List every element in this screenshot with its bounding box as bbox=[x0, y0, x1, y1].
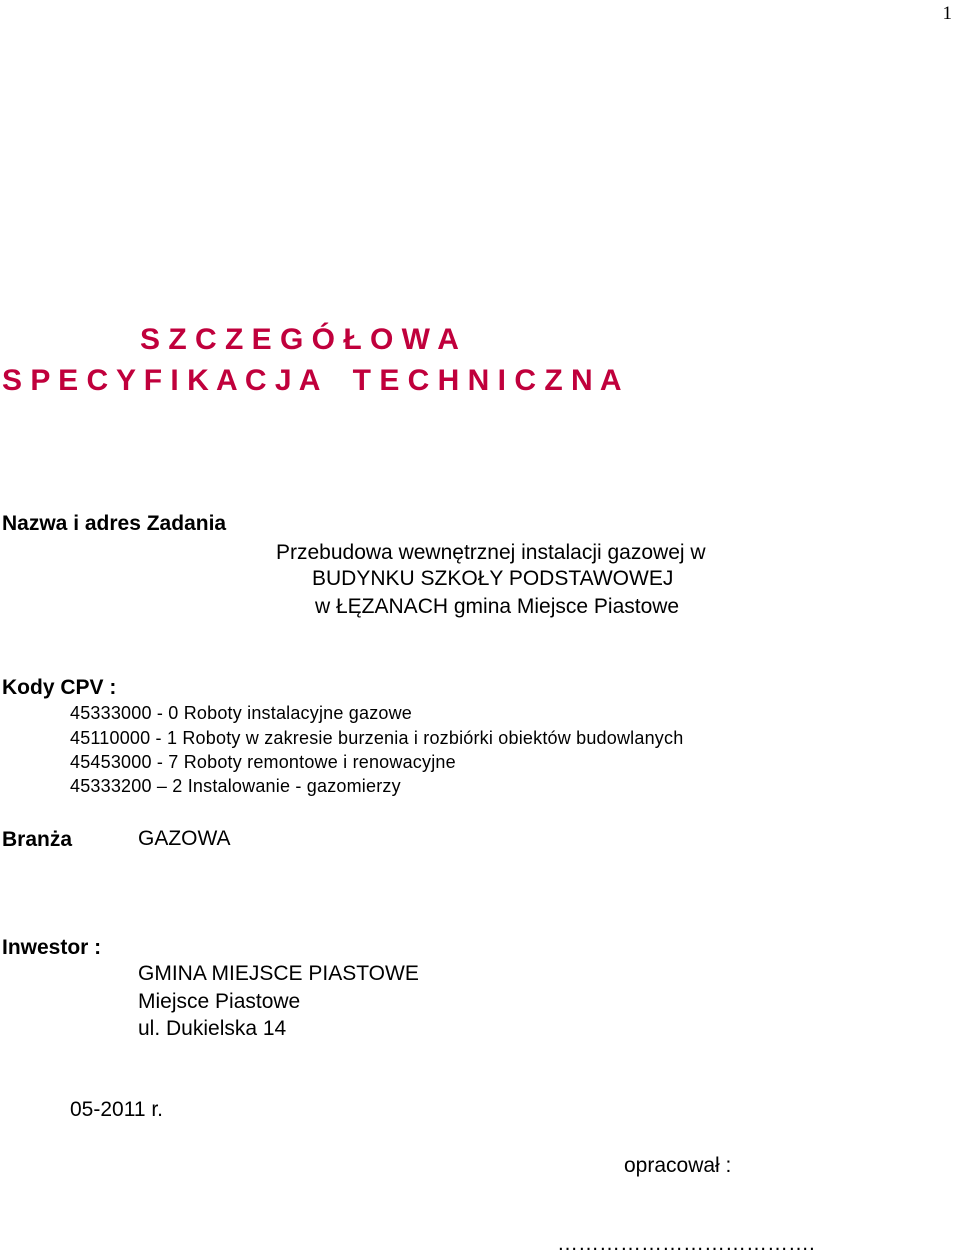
cpv-code-4: 45333200 – 2 Instalowanie - gazomierzy bbox=[70, 776, 401, 796]
task-line-3: w ŁĘZANACH gmina Miejsce Piastowe bbox=[315, 595, 680, 618]
investor-line-1: GMINA MIEJSCE PIASTOWE bbox=[138, 962, 419, 985]
investor-label: Inwestor : bbox=[2, 936, 102, 959]
title-line-2: S P E C Y F I K A C J A T E C H N I C Z N A bbox=[2, 364, 622, 397]
investor-line-3: ul. Dukielska 14 bbox=[138, 1017, 287, 1040]
branch-value: GAZOWA bbox=[138, 827, 231, 850]
investor-line-2: Miejsce Piastowe bbox=[138, 990, 301, 1013]
task-line-1: Przebudowa wewnętrznej instalacji gazowej w bbox=[276, 541, 706, 564]
task-label: Nazwa i adres Zadania bbox=[2, 512, 227, 535]
cpv-code-2: 45110000 - 1 Roboty w zakresie burzenia i rozbiórki obiektów budowlanych bbox=[70, 728, 684, 748]
date: 05-2011 r. bbox=[70, 1098, 164, 1121]
task-line-2: BUDYNKU SZKOŁY PODSTAWOWEJ bbox=[312, 567, 674, 590]
cpv-label: Kody CPV : bbox=[2, 676, 117, 699]
prepared-by-label: opracował : bbox=[624, 1154, 732, 1177]
branch-label: Branża bbox=[2, 828, 73, 851]
signature-line: ………………………………. bbox=[557, 1232, 815, 1255]
title-line-1: S Z C Z E G Ó Ł O W A bbox=[140, 323, 459, 356]
page-number: 1 bbox=[942, 3, 952, 24]
cpv-code-3: 45453000 - 7 Roboty remontowe i renowacyjne bbox=[70, 752, 456, 772]
cpv-code-1: 45333000 - 0 Roboty instalacyjne gazowe bbox=[70, 703, 413, 723]
